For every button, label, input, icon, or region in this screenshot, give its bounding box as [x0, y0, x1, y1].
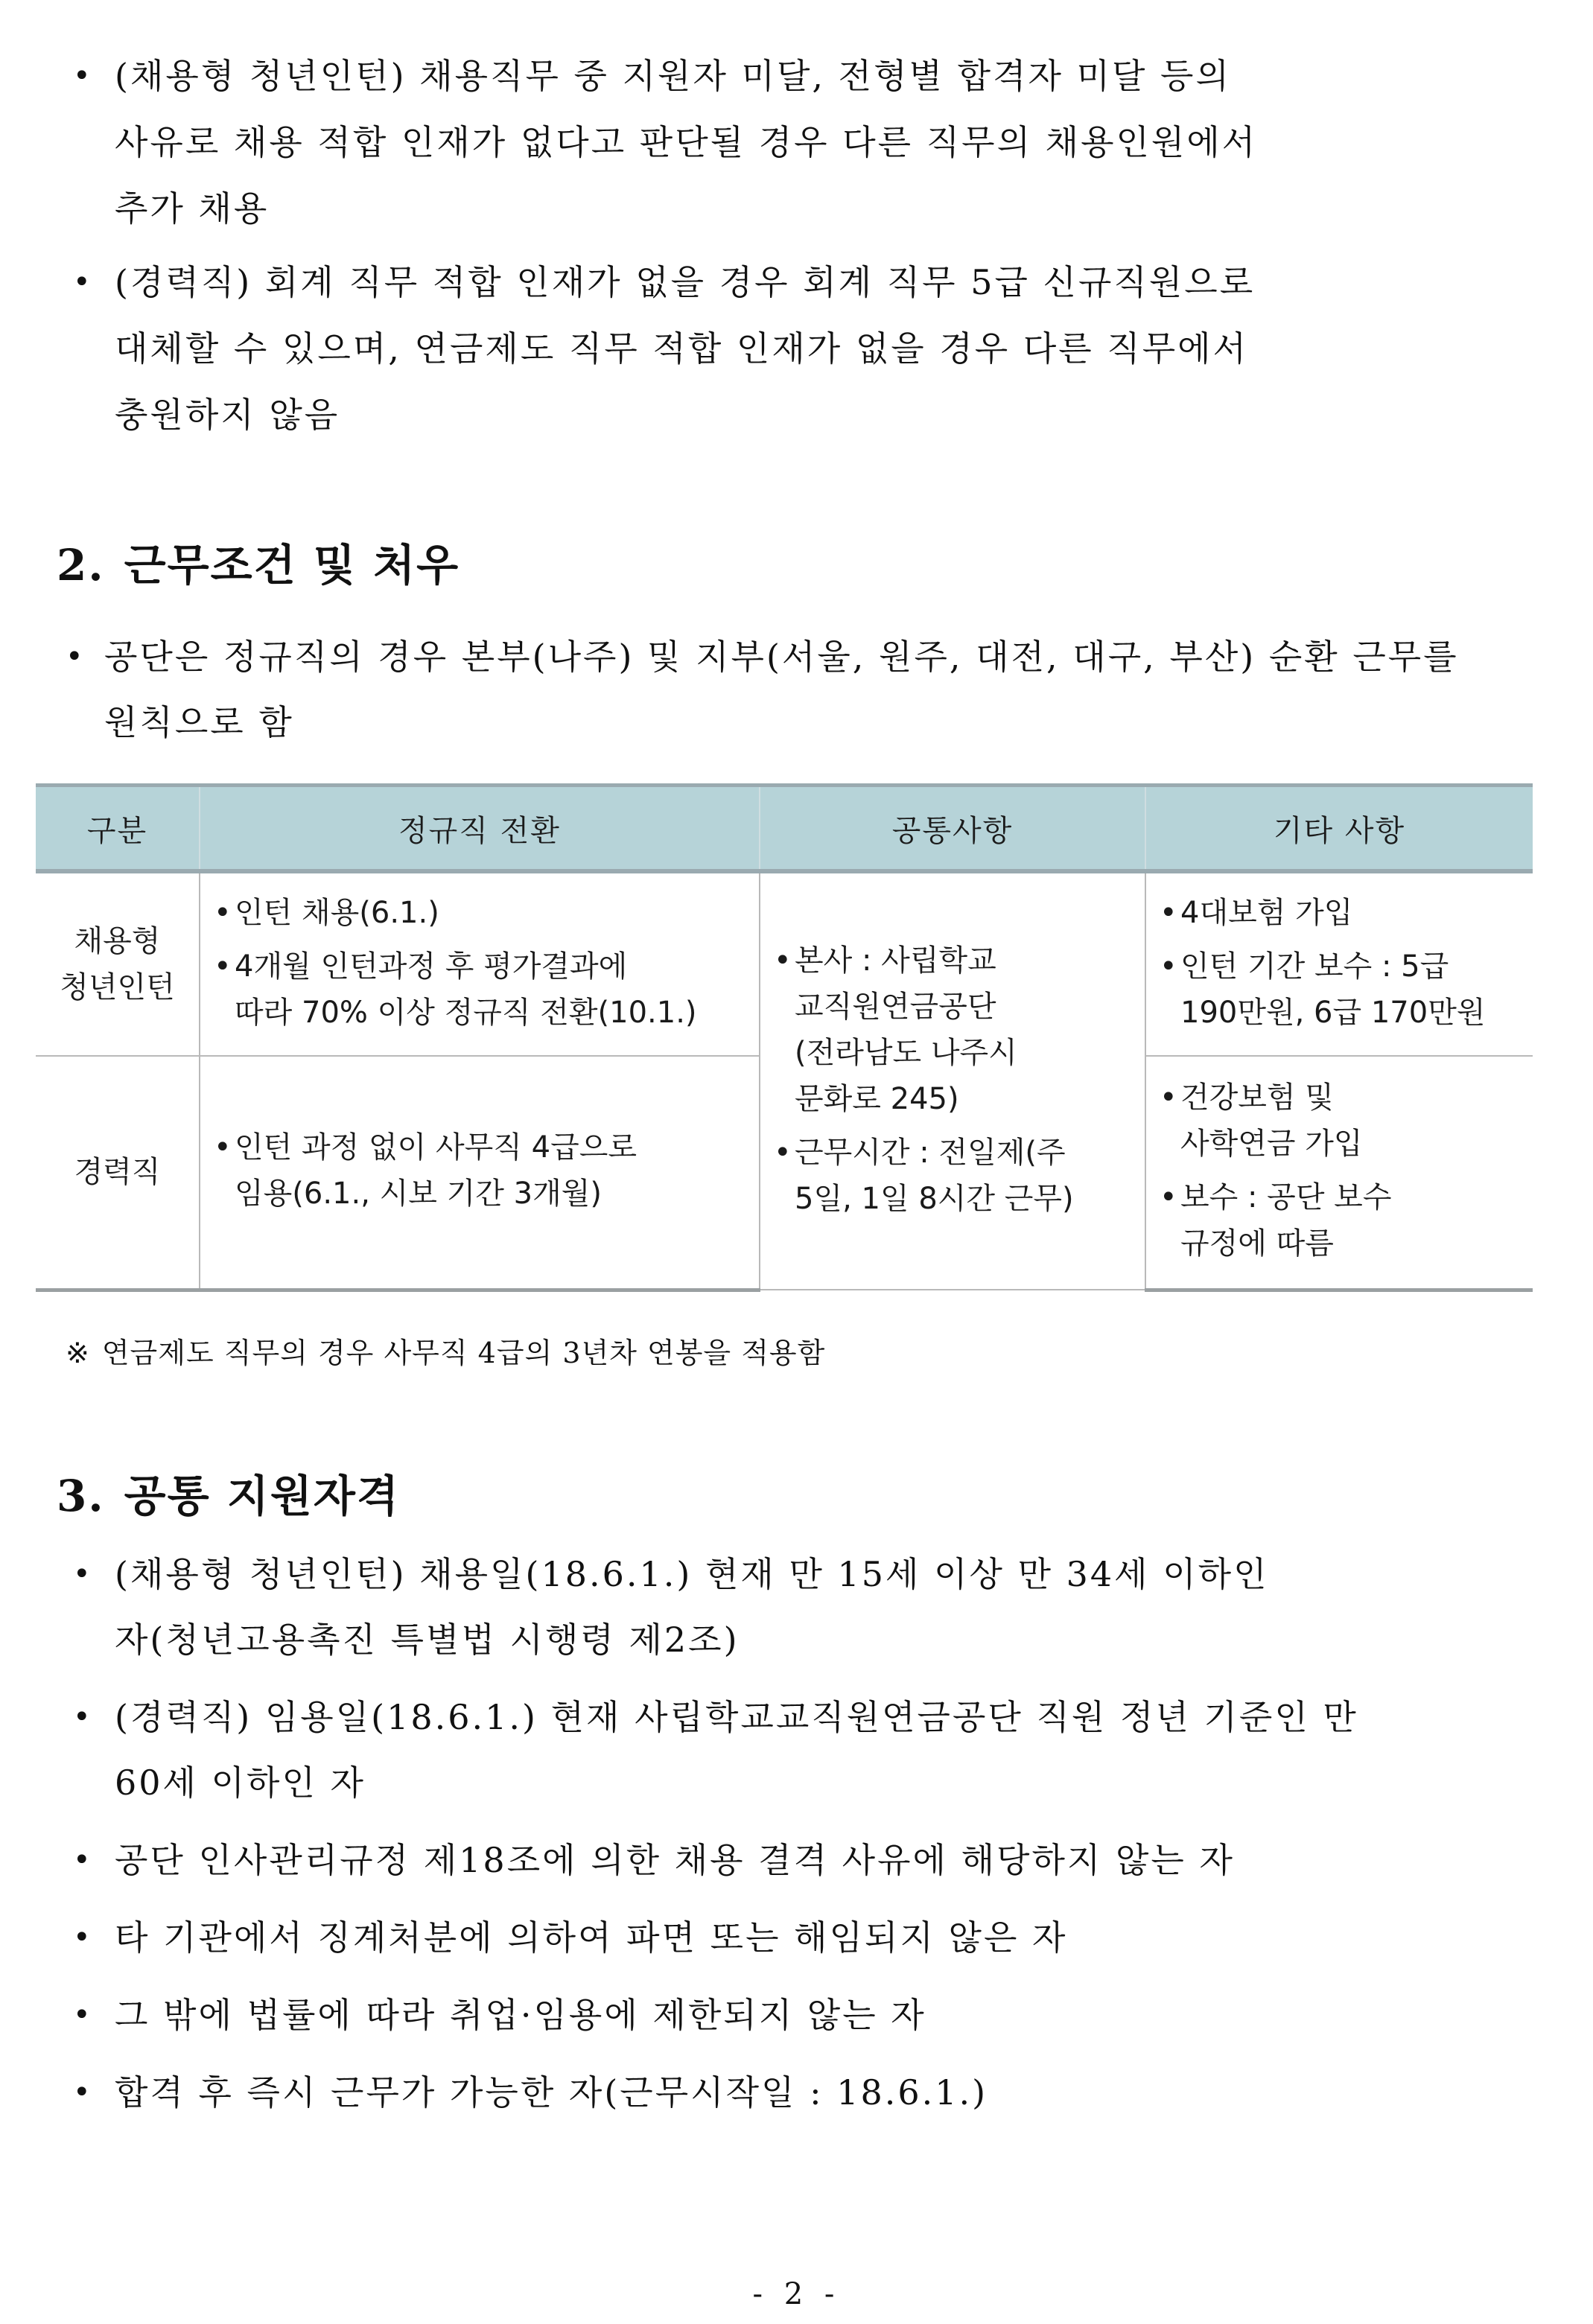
column-header: 기타 사항 — [1145, 786, 1533, 872]
reference-mark-icon: ※ — [66, 1337, 90, 1369]
list-item: • 본사 : 사립학교 교직원연금공단 (전라남도 나주시 문화로 245) — [774, 937, 1131, 1122]
bullet-icon: • — [73, 265, 93, 299]
column-header: 정규직 전환 — [200, 786, 760, 872]
list-item: • 공단은 정규직의 경우 본부(나주) 및 지부(서울, 원주, 대전, 대구, 부산) 순환 근무를 원칙으로 함 — [30, 624, 1542, 755]
list-item: • 합격 후 즉시 근무가 가능한 자(근무시작일 : 18.6.1.) — [36, 2060, 1533, 2125]
table-footnote: ※ 연금제도 직무의 경우 사무직 4급의 3년차 연봉을 적용함 — [66, 1337, 826, 1369]
list-item: • 인턴 과정 없이 사무직 4급으로 임용(6.1., 시보 기간 3개월) — [214, 1124, 745, 1217]
other-items-cell — [1145, 871, 1533, 1056]
page-number: - 2 - — [752, 2277, 841, 2311]
bullet-icon: • — [73, 1700, 93, 1734]
working-conditions-table — [36, 783, 1533, 1292]
list-item: • 공단 인사관리규정 제18조에 의한 채용 결격 사유에 해당하지 않는 자 — [36, 1827, 1533, 1893]
bullet-icon: • — [73, 1920, 93, 1955]
conversion-cell — [200, 1056, 760, 1290]
table-header-row — [36, 786, 1533, 872]
section-heading-qualifications: 3. 공통 지원자격 — [57, 1471, 400, 1521]
list-item: • 인턴 채용(6.1.) — [214, 890, 745, 936]
bullet-icon: • — [66, 640, 86, 674]
row-category: 채용형 청년인턴 — [36, 871, 200, 1056]
table-row — [36, 871, 1533, 1056]
list-item: • 인턴 기간 보수 : 5급 190만원, 6급 170만원 — [1160, 943, 1519, 1036]
qualifications-list — [36, 1541, 1533, 2137]
list-item: • 근무시간 : 전일제(주 5일, 1일 8시간 근무) — [774, 1130, 1131, 1222]
list-item: • (채용형 청년인턴) 채용직무 중 지원자 미달, 전형별 합격자 미달 등의 사유로 채용 적합 인재가 없다고 판단될 경우 다른 직무의 채용인원에서 추가 채용 — [36, 43, 1533, 242]
list-item: • (경력직) 회계 직무 적합 인재가 없을 경우 회계 직무 5급 신규직원으로 대체할 수 있으며, 연금제도 직무 적합 인재가 없을 경우 다른 직무에서 충원하지 않음 — [36, 249, 1533, 448]
bullet-icon: • — [73, 59, 93, 93]
column-header: 공통사항 — [760, 786, 1145, 872]
list-item: • 그 밖에 법률에 따라 취업·임용에 제한되지 않는 자 — [36, 1982, 1533, 2048]
list-item: • 타 기관에서 징계처분에 의하여 파면 또는 해임되지 않은 자 — [36, 1905, 1533, 1970]
other-items-cell — [1145, 1056, 1533, 1290]
bullet-icon: • — [73, 2075, 93, 2110]
list-item: • 보수 : 공단 보수 규정에 따름 — [1160, 1174, 1519, 1267]
bullet-icon: • — [73, 1843, 93, 1877]
row-category: 경력직 — [36, 1056, 200, 1290]
list-item: • 건강보험 및 사학연금 가입 — [1160, 1075, 1519, 1167]
bullet-icon: • — [73, 1998, 93, 2032]
section-heading-working-conditions: 2. 근무조건 및 처우 — [57, 540, 460, 590]
column-header: 구분 — [36, 786, 200, 872]
conversion-cell — [200, 871, 760, 1056]
list-item: • (경력직) 임용일(18.6.1.) 현재 사립학교교직원연금공단 직원 정년 기준인 만 60세 이하인 자 — [36, 1684, 1533, 1815]
common-items-cell — [760, 871, 1145, 1290]
bullet-icon: • — [73, 1557, 93, 1591]
working-conditions-list — [30, 624, 1542, 755]
list-item: • (채용형 청년인턴) 채용일(18.6.1.) 현재 만 15세 이상 만 34세 이하인 자(청년고용촉진 특별법 시행령 제2조) — [36, 1541, 1533, 1672]
hiring-notes-list — [36, 43, 1533, 456]
list-item: • 4개월 인턴과정 후 평가결과에 따라 70% 이상 정규직 전환(10.1.) — [214, 943, 745, 1036]
list-item: • 4대보험 가입 — [1160, 890, 1519, 936]
